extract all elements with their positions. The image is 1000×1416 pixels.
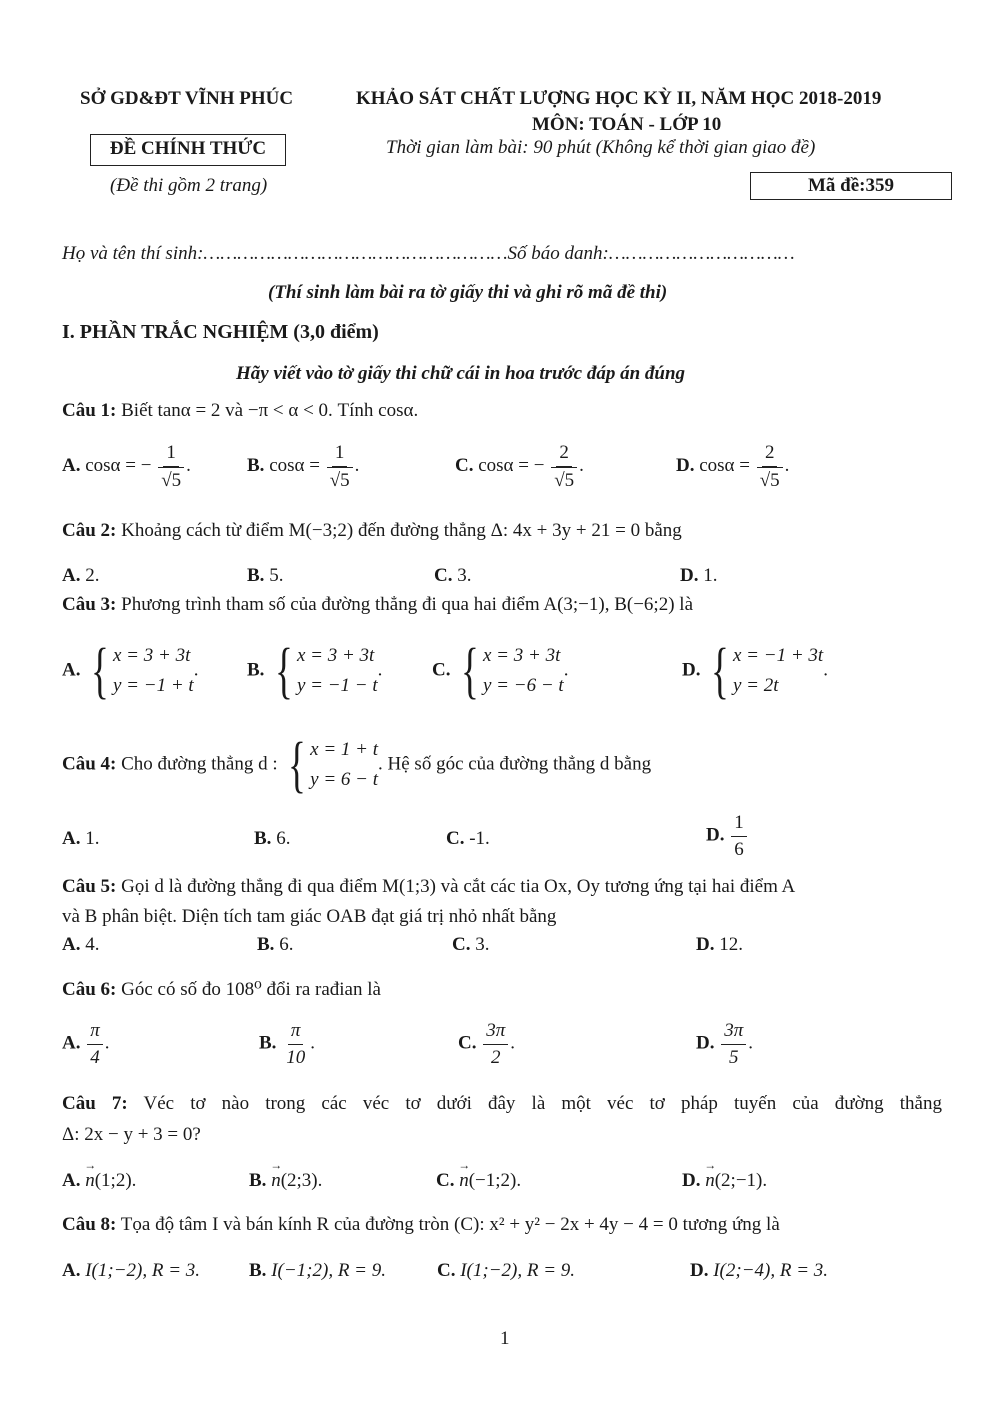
- option-d[interactable]: D. → n(2;−1).: [682, 1170, 767, 1192]
- option-b[interactable]: B. { x = 3 + 3t y = −1 − t .: [247, 637, 383, 705]
- student-info-line: Họ và tên thí sinh:………………………………………………Số báo danh:……………………………: [62, 243, 795, 264]
- question-4: Câu 4: Cho đường thẳng d : { x = 1 + t y = 6 − t . Hệ số góc của đường thẳng d bằng: [62, 731, 652, 799]
- option-b[interactable]: B. → n(2;3).: [249, 1170, 322, 1192]
- question-1-options: [62, 442, 942, 502]
- fraction: $\frac{2}{√5}$: [757, 442, 783, 492]
- question-5: [62, 876, 795, 898]
- section-subtitle: Hãy viết vào tờ giấy thi chữ cái in hoa trước đáp án đúng: [236, 363, 686, 384]
- option-b[interactable]: B. 6.: [257, 934, 294, 955]
- option-d[interactable]: D. I(2;−4), R = 3.: [690, 1260, 829, 1281]
- question-label: Câu 2:: [62, 520, 117, 541]
- option-c[interactable]: C. I(1;−2), R = 9.: [437, 1260, 576, 1281]
- option-a[interactable]: A. { x = 3 + 3t y = −1 + t .: [62, 637, 199, 705]
- question-label: Câu 3:: [62, 594, 117, 615]
- option-c[interactable]: C. → n(−1;2).: [436, 1170, 521, 1192]
- question-7: [62, 1093, 942, 1115]
- option-c[interactable]: C. cosα = − $\frac{2}{√5}$ .: [455, 442, 584, 491]
- option-a[interactable]: A. I(1;−2), R = 3.: [62, 1260, 201, 1281]
- question-8-options: [62, 1260, 942, 1300]
- option-b[interactable]: B. 6.: [254, 828, 291, 849]
- subject-label: MÔN: TOÁN - LỚP 10: [532, 114, 722, 135]
- option-c[interactable]: C. 3.: [452, 934, 490, 955]
- option-a[interactable]: A. 4.: [62, 934, 100, 955]
- option-a[interactable]: A. 2.: [62, 565, 100, 586]
- option-d[interactable]: D. $\frac{1}{6}$: [706, 812, 749, 861]
- instruction-note: (Thí sinh làm bài ra tờ giấy thi và ghi rõ mã đề thi): [268, 282, 668, 303]
- question-6: [62, 978, 381, 1001]
- question-3: [62, 594, 693, 616]
- question-7-options: [62, 1170, 942, 1210]
- option-d[interactable]: D. 1.: [680, 565, 718, 586]
- time-note: Thời gian làm bài: 90 phút (Không kể thời gian giao đề): [386, 137, 816, 158]
- page-number: 1: [500, 1328, 510, 1349]
- option-c[interactable]: C. -1.: [446, 828, 490, 849]
- question-1: [62, 400, 418, 422]
- question-text: Gọi d là đường thẳng đi qua điểm M(1;3) và cắt các tia Ox, Oy tương ứng tại hai điểm A: [121, 876, 796, 897]
- question-6-options: [62, 1020, 942, 1080]
- option-d[interactable]: D. { x = −1 + 3t y = 2t .: [682, 637, 828, 705]
- question-label: Câu 6:: [62, 979, 117, 1000]
- question-label: Câu 4:: [62, 753, 117, 775]
- question-label: Câu 7:: [62, 1093, 128, 1114]
- question-5-line-2: và B phân biệt. Diện tích tam giác OAB đạt giá trị nhỏ nhất bằng: [62, 906, 557, 927]
- department-name: SỞ GD&ĐT VĨNH PHÚC: [80, 88, 294, 109]
- option-b[interactable]: B. 5.: [247, 565, 284, 586]
- question-text: Biết tanα = 2 và −π < α < 0. Tính cosα.: [121, 400, 419, 421]
- fraction: $\frac{1}{√5}$: [327, 442, 353, 492]
- exam-title: KHẢO SÁT CHẤT LƯỢNG HỌC KỲ II, NĂM HỌC 2018-2019: [356, 88, 882, 109]
- fraction: $\frac{2}{√5}$: [551, 442, 577, 492]
- option-a[interactable]: A. $\frac{\pi}{4}$ .: [62, 1020, 110, 1068]
- option-b[interactable]: B. cosα = $\frac{1}{√5}$ .: [247, 442, 360, 491]
- option-b[interactable]: B. I(−1;2), R = 9.: [249, 1260, 386, 1281]
- option-d[interactable]: D. $\frac{3\pi}{5}$ .: [696, 1020, 754, 1068]
- question-text: Góc có số đo 108⁰ đổi ra rađian là: [121, 979, 381, 1000]
- question-text: Khoảng cách từ điểm M(−3;2) đến đường thẳng Δ: 4x + 3y + 21 = 0 bằng: [121, 520, 682, 541]
- question-text: Tọa độ tâm I và bán kính R của đường tròn (C): x² + y² − 2x + 4y − 4 = 0 tương ứng là: [120, 1214, 780, 1235]
- question-4-options: [62, 812, 942, 872]
- option-c[interactable]: C. 3.: [434, 565, 472, 586]
- option-d[interactable]: D. cosα = $\frac{2}{√5}$ .: [676, 442, 790, 491]
- question-8: [62, 1214, 780, 1236]
- question-5-options: [62, 934, 942, 974]
- option-c[interactable]: C. $\frac{3\pi}{2}$ .: [458, 1020, 516, 1068]
- question-label: Câu 8:: [62, 1214, 117, 1235]
- equation-system: { x = 1 + t y = 6 − t: [288, 731, 379, 799]
- option-c[interactable]: C. { x = 3 + 3t y = −6 − t .: [432, 637, 569, 705]
- option-a[interactable]: A. 1.: [62, 828, 100, 849]
- exam-code-box: Mã đề:359: [750, 172, 952, 200]
- question-3-options: [62, 637, 942, 710]
- section-title: I. PHẦN TRẮC NGHIỆM (3,0 điểm): [62, 321, 379, 343]
- option-a[interactable]: A. cosα = − $\frac{1}{√5}$ .: [62, 442, 191, 491]
- question-label: Câu 5:: [62, 876, 117, 897]
- question-2: [62, 520, 682, 542]
- pages-note: (Đề thi gồm 2 trang): [110, 175, 268, 196]
- fraction: $\frac{1}{√5}$: [158, 442, 184, 492]
- option-d[interactable]: D. 12.: [696, 934, 743, 955]
- option-b[interactable]: B. $\frac{\pi}{10}$ .: [259, 1020, 315, 1068]
- question-7-line-2: Δ: 2x − y + 3 = 0?: [62, 1124, 201, 1145]
- question-text: Phương trình tham số của đường thẳng đi qua hai điểm A(3;−1), B(−6;2) là: [121, 594, 693, 615]
- option-a[interactable]: A. → n(1;2).: [62, 1170, 136, 1192]
- question-label: Câu 1:: [62, 400, 117, 421]
- official-exam-box: ĐỀ CHÍNH THỨC: [90, 134, 286, 166]
- question-text: Véc tơ nào trong các véc tơ dưới đây là một véc tơ pháp tuyến của đường thẳng: [143, 1093, 942, 1114]
